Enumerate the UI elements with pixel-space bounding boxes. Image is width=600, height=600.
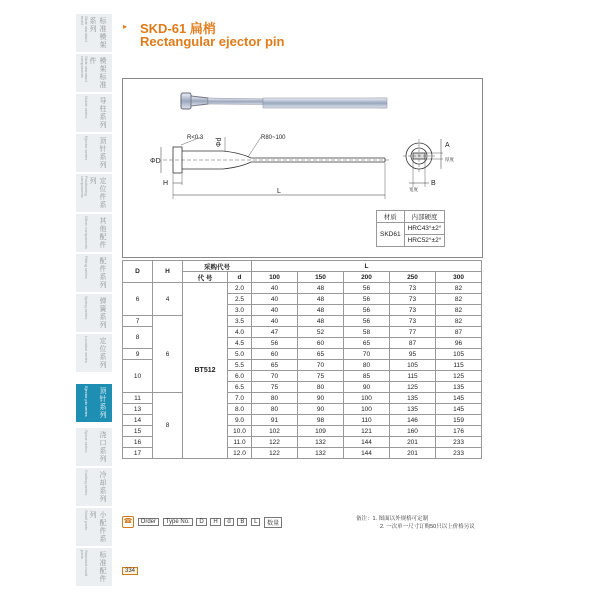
cell-l-value: 90 [298, 404, 344, 415]
pin-render [181, 93, 387, 109]
cell-d-small: 4.0 [228, 327, 252, 338]
cell-l-value: 48 [298, 294, 344, 305]
cell-d-small: 6.0 [228, 371, 252, 382]
sidebar-tab-cn: 定位件系列 [89, 177, 106, 209]
cell-l-value: 121 [344, 426, 390, 437]
col-header-l-value: 150 [298, 272, 344, 283]
cell-l-value: 144 [344, 448, 390, 459]
sidebar-tab[interactable] [76, 428, 112, 467]
end-view [403, 139, 443, 187]
sidebar-tab-cn: 导柱系列 [99, 97, 106, 129]
cell-l-value: 73 [390, 294, 436, 305]
cell-d-small: 6.5 [228, 382, 252, 393]
cell-l-value: 135 [390, 393, 436, 404]
sidebar-tab[interactable] [76, 174, 112, 213]
sidebar-tab-en: Spring series [84, 296, 89, 320]
order-field: H [210, 518, 220, 526]
cell-l-value: 77 [390, 327, 436, 338]
sidebar-tab-en: Location series [84, 336, 89, 363]
cell-d-big: 13 [123, 404, 153, 415]
order-label: Order [138, 518, 159, 526]
cell-l-value: 109 [298, 426, 344, 437]
note-line: 2. 一次单一尺寸订购50只以上价格另议 [380, 524, 475, 530]
spec-table-body [123, 283, 482, 459]
dim-a-label: A [445, 142, 450, 149]
cell-l-value: 145 [436, 393, 482, 404]
cell-l-value: 233 [436, 448, 482, 459]
cell-l-value: 105 [390, 360, 436, 371]
cell-d-small: 5.5 [228, 360, 252, 371]
page-title-cn: SKD-61 扁梢 [140, 21, 216, 36]
cell-l-value: 70 [252, 371, 298, 382]
note-line: 备注：1. 图面以外规格可定制 [356, 516, 429, 522]
cell-l-value: 96 [436, 338, 482, 349]
sidebar-tab-cn: 定位系列 [99, 337, 106, 369]
cell-l-value: 87 [436, 327, 482, 338]
col-header-l-value: 100 [252, 272, 298, 283]
cell-l-value: 40 [252, 283, 298, 294]
order-field: D [196, 518, 206, 526]
cell-l-value: 90 [344, 382, 390, 393]
cell-l-value: 65 [344, 338, 390, 349]
cell-l-value: 40 [252, 305, 298, 316]
cell-l-value: 48 [298, 316, 344, 327]
order-line [122, 516, 282, 528]
sidebar-tab-en: Ejector series [84, 136, 89, 161]
order-field: d [224, 518, 233, 526]
thickness-label: 厚度 [445, 157, 454, 162]
cell-l-value: 48 [298, 305, 344, 316]
cell-d-small: 8.0 [228, 404, 252, 415]
sidebar-tab-cn: 配件系列 [99, 257, 106, 289]
col-header-code: 代 号 [183, 272, 228, 283]
cell-l-value: 73 [390, 283, 436, 294]
sidebar-tab[interactable] [76, 254, 112, 293]
col-header-l-value: 200 [344, 272, 390, 283]
cell-l-value: 82 [436, 316, 482, 327]
cell-l-value: 144 [344, 437, 390, 448]
sidebar-tab-en: Ejector pin series [84, 386, 89, 417]
cell-l-value: 82 [436, 283, 482, 294]
sidebar-tab-cn: 弹簧系列 [99, 297, 106, 329]
cell-l-value: 201 [390, 437, 436, 448]
sidebar-tab-cn: 模架标准件 [89, 57, 106, 89]
cell-d-big: 15 [123, 426, 153, 437]
cell-h: 6 [153, 316, 183, 393]
dim-h-label: H [163, 180, 169, 187]
col-header-l-value: 300 [436, 272, 482, 283]
dim-r-label: R<0.3 [187, 135, 204, 141]
dim-d-label: ΦD [150, 158, 161, 165]
sidebar-tab-en: Slide standard components [80, 56, 89, 82]
cell-l-value: 98 [298, 415, 344, 426]
cell-d-big: 17 [123, 448, 153, 459]
cell-l-value: 56 [252, 338, 298, 349]
cell-d-big: 10 [123, 360, 153, 393]
cell-l-value: 73 [390, 316, 436, 327]
sidebar-tab-cn: 标准模架系列 [89, 17, 106, 49]
sidebar-tab[interactable] [76, 468, 112, 507]
cell-l-value: 110 [344, 415, 390, 426]
material-header: 材质 [377, 211, 405, 223]
sidebar-tab-cn: 冷却系列 [99, 471, 106, 503]
cell-l-value: 132 [298, 437, 344, 448]
sidebar [76, 14, 112, 582]
cell-l-value: 40 [252, 316, 298, 327]
sidebar-tab-en: Sprue series [84, 430, 89, 453]
cell-l-value: 73 [390, 305, 436, 316]
cell-l-value: 115 [390, 371, 436, 382]
sidebar-tab[interactable] [76, 94, 112, 133]
cell-l-value: 102 [252, 426, 298, 437]
cell-l-value: 56 [344, 294, 390, 305]
cell-l-value: 70 [344, 349, 390, 360]
side-view [161, 137, 391, 199]
order-field: 数量 [264, 517, 282, 528]
dim-b-label: B [431, 180, 436, 187]
col-header-l: L [252, 261, 482, 272]
sidebar-tab[interactable] [76, 334, 112, 373]
cell-l-value: 90 [298, 393, 344, 404]
cell-d-small: 10.0 [228, 426, 252, 437]
sidebar-tab-en: Cooling series [84, 470, 89, 496]
cell-l-value: 82 [436, 305, 482, 316]
sidebar-tab-cn: 小配件系列 [89, 511, 106, 543]
dim-phid-label: Φd [216, 137, 223, 147]
cell-l-value: 56 [344, 305, 390, 316]
sidebar-tab-en: Fitting series [84, 256, 89, 279]
cell-l-value: 125 [390, 382, 436, 393]
cell-l-value: 201 [390, 448, 436, 459]
cell-l-value: 115 [436, 360, 482, 371]
cell-product-code: BT512 [183, 283, 228, 459]
sidebar-tab-cn: 顶针系列 [99, 137, 106, 169]
sidebar-tab[interactable] [76, 508, 112, 547]
cell-l-value: 80 [344, 360, 390, 371]
cell-l-value: 56 [344, 316, 390, 327]
cell-l-value: 70 [298, 360, 344, 371]
sidebar-tab-cn: 浇口系列 [99, 431, 106, 463]
cell-l-value: 159 [436, 415, 482, 426]
sidebar-tab-en: Standard mold parts [80, 550, 89, 577]
sidebar-tab[interactable] [76, 548, 112, 587]
cell-d-big: 8 [123, 327, 153, 349]
cell-d-small: 5.0 [228, 349, 252, 360]
sidebar-tab[interactable] [76, 214, 112, 253]
cell-l-value: 132 [298, 448, 344, 459]
cell-l-value: 122 [252, 448, 298, 459]
title-arrow-icon: ▸ [123, 22, 128, 31]
cell-l-value: 58 [344, 327, 390, 338]
material-name: SKD61 [377, 223, 405, 247]
cell-l-value: 176 [436, 426, 482, 437]
cell-l-value: 85 [344, 371, 390, 382]
width-label: 宽度 [409, 187, 418, 192]
dim-l-label: L [277, 188, 281, 195]
dim-r80-label: R80~100 [261, 135, 286, 141]
cell-d-small: 12.0 [228, 448, 252, 459]
col-header-d-small: d [228, 272, 252, 283]
cell-l-value: 52 [298, 327, 344, 338]
cell-d-small: 4.5 [228, 338, 252, 349]
cell-l-value: 91 [252, 415, 298, 426]
page-number: 334 [122, 567, 138, 575]
cell-d-small: 9.0 [228, 415, 252, 426]
sidebar-tab[interactable] [76, 134, 112, 173]
cell-h: 4 [153, 283, 183, 316]
cell-d-small: 2.5 [228, 294, 252, 305]
cell-l-value: 47 [252, 327, 298, 338]
col-header-purchase-code: 采购代号 [183, 261, 252, 272]
cell-l-value: 80 [252, 404, 298, 415]
sidebar-tab-cn: 其他配件 [99, 217, 106, 249]
cell-l-value: 95 [390, 349, 436, 360]
sidebar-tab-cn: 顶针系列 [99, 387, 106, 419]
sidebar-tab[interactable] [76, 14, 112, 53]
cell-d-small: 3.5 [228, 316, 252, 327]
sidebar-tab-en: Positioning components [80, 176, 89, 198]
cell-l-value: 100 [344, 404, 390, 415]
notes [356, 515, 475, 531]
cell-l-value: 80 [298, 382, 344, 393]
sidebar-tab-cn: 标准配件 [99, 551, 106, 583]
cell-l-value: 82 [436, 294, 482, 305]
hardness-value: HRC43°±2° [404, 223, 445, 235]
cell-l-value: 56 [344, 283, 390, 294]
cell-d-big: 11 [123, 393, 153, 404]
cell-l-value: 48 [298, 283, 344, 294]
sidebar-tab[interactable] [76, 294, 112, 333]
sidebar-tab-en: Guide series [84, 96, 89, 119]
col-header-l-value: 250 [390, 272, 436, 283]
cell-d-big: 14 [123, 415, 153, 426]
cell-l-value: 80 [252, 393, 298, 404]
cell-l-value: 75 [252, 382, 298, 393]
order-field: L [251, 518, 260, 526]
cell-l-value: 75 [298, 371, 344, 382]
sidebar-tab[interactable] [76, 54, 112, 93]
order-type-no: Type No. [163, 518, 193, 526]
sidebar-tab-en: Other components [84, 216, 89, 249]
cell-d-small: 11.0 [228, 437, 252, 448]
cell-l-value: 233 [436, 437, 482, 448]
sidebar-tab-en: Slide standard mold [80, 16, 89, 42]
cell-l-value: 65 [252, 360, 298, 371]
spec-table [122, 260, 482, 459]
material-table [376, 210, 445, 247]
cell-d-big: 9 [123, 349, 153, 360]
cell-l-value: 145 [436, 404, 482, 415]
cell-l-value: 65 [298, 349, 344, 360]
cell-l-value: 135 [390, 404, 436, 415]
cell-l-value: 125 [436, 371, 482, 382]
col-header-d-big: D [123, 261, 153, 283]
cell-d-big: 16 [123, 437, 153, 448]
table-row [123, 393, 482, 404]
cell-l-value: 122 [252, 437, 298, 448]
hardness-value: HRC52°±2° [404, 235, 445, 247]
sidebar-tab-en: Small parts [84, 510, 89, 531]
table-row [123, 316, 482, 327]
cell-l-value: 105 [436, 349, 482, 360]
cell-d-big: 6 [123, 283, 153, 316]
col-header-h: H [153, 261, 183, 283]
cell-l-value: 100 [344, 393, 390, 404]
cell-d-small: 3.0 [228, 305, 252, 316]
cell-l-value: 40 [252, 294, 298, 305]
cell-l-value: 160 [390, 426, 436, 437]
cell-d-big: 7 [123, 316, 153, 327]
sidebar-tab-active[interactable] [76, 384, 112, 423]
cell-h: 8 [153, 393, 183, 459]
cell-l-value: 135 [436, 382, 482, 393]
cell-l-value: 60 [298, 338, 344, 349]
cell-d-small: 7.0 [228, 393, 252, 404]
hardness-header: 内部硬度 [404, 211, 445, 223]
cell-l-value: 60 [252, 349, 298, 360]
cell-d-small: 2.0 [228, 283, 252, 294]
order-field: B [237, 518, 247, 526]
table-row [123, 283, 482, 294]
phone-icon: ☎ [122, 516, 134, 528]
cell-l-value: 146 [390, 415, 436, 426]
page-title-en: Rectangular ejector pin [140, 34, 285, 49]
cell-l-value: 87 [390, 338, 436, 349]
